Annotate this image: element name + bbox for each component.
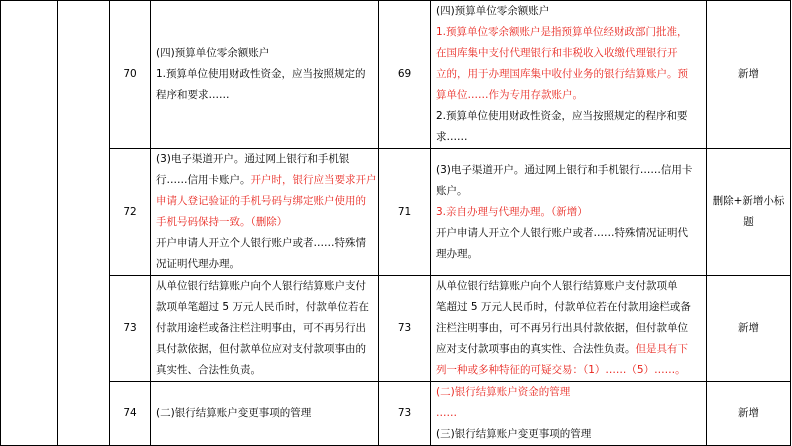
new-article-text bbox=[431, 382, 707, 446]
text-line: (四)预算单位零余额账户 bbox=[436, 5, 550, 17]
text-line: 程序和要求…… bbox=[156, 89, 230, 101]
old-article-text bbox=[151, 1, 379, 149]
text-line bbox=[436, 339, 701, 360]
table-row bbox=[1, 149, 791, 276]
text-line: 理办理。 bbox=[436, 247, 478, 260]
text-line: 开户申请人开立个人银行账户或者……特殊情况证明代 bbox=[436, 226, 688, 239]
text-line: 款项单笔超过 5 万元人民币时，付款单位若在 bbox=[156, 301, 369, 313]
old-article-number: 74 bbox=[110, 382, 151, 446]
old-article-number: 73 bbox=[110, 276, 151, 382]
text-line: 账户。 bbox=[436, 184, 468, 197]
text-line: 况证明代理办理。 bbox=[156, 258, 240, 270]
text-line: 1.预算单位零余额账户是指预算单位经财政部门批准， bbox=[436, 26, 688, 38]
text-line bbox=[156, 170, 377, 191]
text-line: 3.亲自办理与代理办理。（新增） bbox=[436, 205, 588, 218]
text-line: 申请人登记验证的手机号码与绑定账户使用的 bbox=[156, 195, 366, 207]
text-line: 算单位……作为专用存款账户。 bbox=[436, 89, 583, 101]
text-line: 笔超过 5 万元人民币时，付款单位若在付款用途栏或备 bbox=[436, 301, 691, 313]
change-type: 删除+新增小标题 bbox=[707, 149, 791, 276]
text-line: 列一种或多种特征的可疑交易：（1）……（5）……。 bbox=[436, 364, 686, 376]
text-line: 从单位银行结算账户向个人银行结算账户支付 bbox=[156, 280, 366, 292]
new-article-number: 69 bbox=[379, 1, 431, 149]
text-line: (二)银行结算账户变更事项的管理 bbox=[156, 407, 312, 419]
new-article-number: 73 bbox=[379, 276, 431, 382]
new-article-text bbox=[431, 149, 707, 276]
text-line: 立的，用于办理国库集中收付业务的银行结算账户。预 bbox=[436, 68, 688, 80]
new-article-text bbox=[431, 1, 707, 149]
text-line: 1.预算单位使用财政性资金，应当按照规定的 bbox=[156, 68, 366, 80]
text-line: 手机号码保持一致。（删除） bbox=[156, 216, 288, 228]
text-line: 2.预算单位使用财政性资金，应当按照规定的程序和要 bbox=[436, 110, 688, 122]
text-line: 真实性、合法性负责。 bbox=[156, 364, 261, 376]
text-line: 注栏注明事由，可不再另行出具付款依据，但付款单位 bbox=[436, 322, 688, 334]
old-article-text bbox=[151, 276, 379, 382]
text-line: …… bbox=[436, 407, 457, 419]
new-article-number: 73 bbox=[379, 382, 431, 446]
old-article-text bbox=[151, 149, 379, 276]
text-run: 开户时，银行应当要求开户 bbox=[250, 174, 377, 186]
new-article-number: 71 bbox=[379, 149, 431, 276]
text-line: (二)银行结算账户资金的管理 bbox=[436, 386, 571, 398]
old-article-text bbox=[151, 382, 379, 446]
change-type: 新增 bbox=[707, 382, 791, 446]
table-row bbox=[1, 1, 791, 149]
change-type: 新增 bbox=[707, 276, 791, 382]
text-line: (3)电子渠道开户。通过网上银行和手机银行……信用卡 bbox=[436, 163, 693, 176]
text-line: 付款用途栏或备注栏注明事由，可不再另行出 bbox=[156, 322, 366, 334]
text-line: 具付款依据，但付款单位应对支付款项事由的 bbox=[156, 343, 366, 355]
text-run: 行……信用卡账户。 bbox=[156, 174, 251, 186]
new-article-text bbox=[431, 276, 707, 382]
text-run: 但是具有下 bbox=[635, 343, 688, 355]
text-line: (三)银行结算账户变更事项的管理 bbox=[436, 428, 592, 440]
text-line: 求…… bbox=[436, 131, 468, 143]
left-margin bbox=[1, 1, 58, 446]
old-article-number: 70 bbox=[110, 1, 151, 149]
text-line: 开户申请人开立个人银行账户或者……特殊情 bbox=[156, 237, 366, 249]
table-row bbox=[1, 382, 791, 446]
table-row bbox=[1, 276, 791, 382]
text-run: 应对支付款项事由的真实性、合法性负责。 bbox=[436, 343, 636, 355]
old-article-number: 72 bbox=[110, 149, 151, 276]
change-type: 新增 bbox=[707, 1, 791, 149]
text-line: (四)预算单位零余额账户 bbox=[156, 47, 270, 59]
text-line: 从单位银行结算账户向个人银行结算账户支付款项单 bbox=[436, 280, 678, 292]
text-line: 在国库集中支付代理银行和非税收入收缴代理银行开 bbox=[436, 47, 678, 59]
text-line: (3)电子渠道开户。通过网上银行和手机银 bbox=[156, 153, 350, 165]
blank-column bbox=[58, 1, 110, 446]
